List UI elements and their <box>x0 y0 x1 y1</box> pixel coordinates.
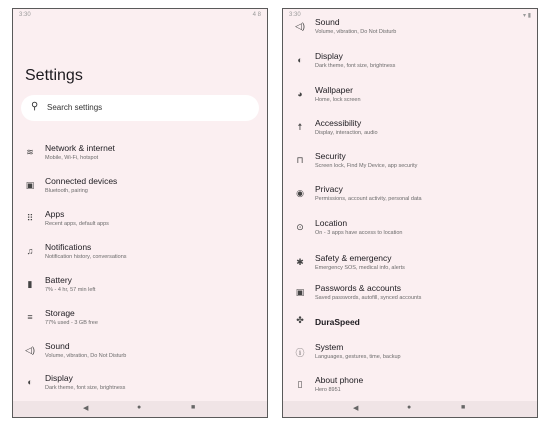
item-subtitle: Volume, vibration, Do Not Disturb <box>45 353 127 359</box>
privacy-eye-icon: ◉ <box>296 188 304 198</box>
account-box-icon: ▣ <box>295 287 305 297</box>
item-subtitle: 77% used - 3 GB free <box>45 320 98 326</box>
item-subtitle: Display, interaction, audio <box>315 130 378 136</box>
item-subtitle: Mobile, Wi-Fi, hotspot <box>45 155 99 161</box>
bell-icon: ♫ <box>26 246 34 256</box>
item-subtitle: Notification history, conversations <box>45 254 127 260</box>
item-title: System <box>315 342 344 352</box>
item-subtitle: Saved passwords, autofill, synced accounts <box>315 295 422 301</box>
storage-icon: ≡ <box>27 312 33 322</box>
navigation-bar <box>13 401 267 417</box>
home-icon[interactable]: ● <box>407 404 412 411</box>
settings-item-sound[interactable] <box>13 339 267 367</box>
item-title: Sound <box>315 17 340 27</box>
item-title: Passwords & accounts <box>315 283 401 293</box>
item-title: Notifications <box>45 242 92 252</box>
item-subtitle: Emergency SOS, medical info, alerts <box>315 265 405 271</box>
palette-icon: ◕ <box>297 89 303 99</box>
item-title: Apps <box>45 209 65 219</box>
item-title: Storage <box>45 308 75 318</box>
battery-icon: ▮ <box>27 279 33 289</box>
settings-item-location[interactable] <box>283 216 537 244</box>
settings-item-passwords[interactable] <box>283 281 537 309</box>
settings-item-network[interactable] <box>13 141 267 169</box>
item-title: Display <box>315 51 343 61</box>
item-subtitle: Screen lock, Find My Device, app security <box>315 163 418 169</box>
item-subtitle: Hero 8951 <box>315 387 341 393</box>
item-subtitle: Bluetooth, pairing <box>45 188 88 194</box>
item-subtitle: Dark theme, font size, brightness <box>315 63 396 69</box>
settings-item-battery[interactable] <box>13 273 267 301</box>
status-time: 3:30 <box>289 12 301 18</box>
item-subtitle: 7% - 4 hr, 57 min left <box>45 287 96 293</box>
brightness-icon: ◐ <box>27 377 33 387</box>
brightness-icon: ◐ <box>297 55 303 65</box>
settings-item-privacy[interactable] <box>283 182 537 210</box>
item-subtitle: Permissions, account activity, personal data <box>315 196 422 202</box>
item-subtitle: Home, lock screen <box>315 97 361 103</box>
back-icon[interactable]: ◀ <box>353 405 359 412</box>
item-subtitle: On - 3 apps have access to location <box>315 230 403 236</box>
search-icon: ⚲ <box>31 101 39 112</box>
recents-icon[interactable]: ■ <box>461 404 466 411</box>
item-title: Display <box>45 373 73 383</box>
item-title: About phone <box>315 375 364 385</box>
settings-item-display[interactable] <box>283 49 537 77</box>
phone-screen-left <box>12 8 268 418</box>
speaker-icon: ◁) <box>295 21 305 31</box>
settings-item-system[interactable] <box>283 340 537 368</box>
item-title: Wallpaper <box>315 85 353 95</box>
location-pin-icon: ⊙ <box>296 222 304 232</box>
item-subtitle: Volume, vibration, Do Not Disturb <box>315 29 397 35</box>
settings-item-wallpaper[interactable] <box>283 83 537 111</box>
devices-icon: ▣ <box>25 180 35 190</box>
emergency-icon: ✱ <box>296 257 304 267</box>
phone-icon: ▯ <box>297 379 303 389</box>
navigation-bar <box>283 401 537 417</box>
status-icons: 4 8 <box>252 12 261 18</box>
accessibility-icon: ☨ <box>297 122 303 132</box>
status-time: 3:30 <box>19 12 31 18</box>
settings-item-apps[interactable] <box>13 207 267 235</box>
settings-item-duraspeed[interactable] <box>283 309 537 337</box>
settings-item-display[interactable] <box>13 371 267 399</box>
item-title: Battery <box>45 275 72 285</box>
page-title: Settings <box>25 67 83 84</box>
item-title: Sound <box>45 341 70 351</box>
settings-item-accessibility[interactable] <box>283 116 537 144</box>
item-title: Privacy <box>315 184 343 194</box>
search-placeholder: Search settings <box>47 103 103 112</box>
settings-item-safety[interactable] <box>283 251 537 279</box>
status-bar <box>13 9 267 23</box>
back-icon[interactable]: ◀ <box>83 405 89 412</box>
status-icons: ▾ ▮ <box>523 13 531 19</box>
settings-item-security[interactable] <box>283 149 537 177</box>
recents-icon[interactable]: ■ <box>191 404 196 411</box>
search-bar[interactable] <box>21 95 259 121</box>
info-icon: ⓘ <box>295 348 305 358</box>
item-title: Safety & emergency <box>315 253 392 263</box>
settings-item-connected-devices[interactable] <box>13 174 267 202</box>
home-icon[interactable]: ● <box>137 404 142 411</box>
item-title: DuraSpeed <box>315 317 360 327</box>
apps-icon: ⠿ <box>26 213 34 223</box>
item-subtitle: Languages, gestures, time, backup <box>315 354 401 360</box>
phone-screen-right <box>282 8 538 418</box>
settings-item-about-phone[interactable] <box>283 373 537 401</box>
speaker-icon: ◁) <box>25 345 35 355</box>
item-title: Security <box>315 151 346 161</box>
duraspeed-icon: ✤ <box>296 315 304 325</box>
item-title: Accessibility <box>315 118 362 128</box>
settings-item-storage[interactable] <box>13 306 267 334</box>
lock-icon: ⊓ <box>296 155 304 165</box>
item-subtitle: Recent apps, default apps <box>45 221 109 227</box>
settings-item-sound[interactable] <box>283 15 537 43</box>
item-title: Network & internet <box>45 143 115 153</box>
item-subtitle: Dark theme, font size, brightness <box>45 385 126 391</box>
wifi-icon: ≋ <box>26 147 34 157</box>
item-title: Connected devices <box>45 176 118 186</box>
item-title: Location <box>315 218 348 228</box>
settings-item-notifications[interactable] <box>13 240 267 268</box>
